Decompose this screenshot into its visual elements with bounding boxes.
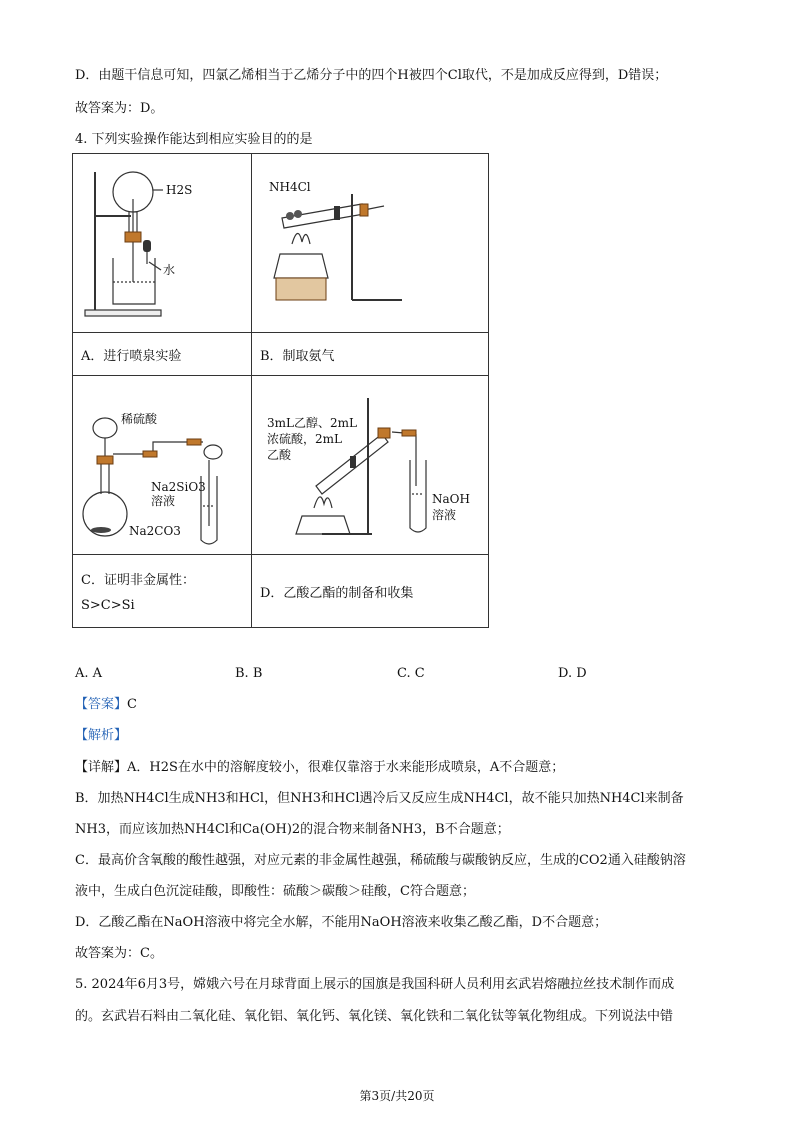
answer-line	[75, 696, 137, 714]
caption-b: B．制取氨气	[252, 333, 489, 376]
detail-c-line-2: 液中，生成白色沉淀硅酸，即酸性：硫酸＞碳酸＞硅酸，C符合题意；	[75, 884, 475, 899]
detail-tag: 【详解】	[75, 760, 128, 775]
label-dilute-sulfuric-acid: 稀硫酸	[121, 412, 158, 426]
caption-a: A．进行喷泉实验	[73, 333, 252, 376]
detail-c-line-1: C．最高价含氧酸的酸性越强，对应元素的非金属性越强，稀硫酸与碳酸钠反应，生成的CO2通入硅酸钠溶	[75, 853, 686, 868]
caption-c	[73, 555, 252, 628]
question-4-stem: 4. 下列实验操作能达到相应实验目的的是	[75, 132, 313, 147]
page-footer: 第3页/共20页	[359, 1089, 435, 1103]
question-4-table	[72, 153, 489, 628]
label-c-solution: 溶液	[151, 494, 176, 508]
detail-a-text: A．H2S在水中的溶解度较小，很难仅靠溶于水来能形成喷泉，A不合题意；	[127, 760, 565, 775]
label-naoh: NaOH	[432, 492, 470, 506]
prev-option-d-line: D．由题干信息可知，四氯乙烯相当于乙烯分子中的四个H被四个Cl取代，不是加成反应得到，D错误；	[75, 68, 668, 83]
label-reagent-line-2: 浓硫酸，2mL	[267, 432, 342, 446]
option-d: D. D	[558, 666, 587, 681]
cell-a-figure	[73, 154, 252, 333]
label-reagent-line-3: 乙酸	[267, 448, 292, 462]
option-b: B. B	[235, 666, 263, 681]
label-d-solution: 溶液	[432, 508, 457, 522]
label-nh4cl: NH4Cl	[269, 180, 311, 194]
detail-b-line-2: NH3，而应该加热NH4Cl和Ca(OH)2的混合物来制备NH3，B不合题意；	[75, 822, 510, 837]
detail-a-line	[75, 759, 564, 777]
answer-value: C	[127, 697, 137, 712]
caption-c-line-1: C．证明非金属性：	[81, 573, 195, 588]
label-h2s: H2S	[166, 183, 193, 197]
analysis-tag: 【解析】	[75, 728, 128, 743]
conclusion-line: 故答案为：C。	[75, 946, 163, 961]
option-a: A. A	[75, 666, 103, 681]
cell-d-figure	[252, 376, 489, 555]
cell-c-figure	[73, 376, 252, 555]
cell-b-figure	[252, 154, 489, 333]
label-reagent-line-1: 3mL乙醇、2mL	[267, 416, 357, 430]
label-water: 水	[163, 263, 176, 277]
detail-d-line: D．乙酸乙酯在NaOH溶液中将完全水解，不能用NaOH溶液来收集乙酸乙酯，D不合题意；	[75, 915, 608, 930]
detail-b-line-1: B．加热NH4Cl生成NH3和HCl，但NH3和HCl遇冷后又反应生成NH4Cl，故不能只加热NH4Cl来制备	[75, 791, 684, 806]
question-5-line-1: 5. 2024年6月3号，嫦娥六号在月球背面上展示的国旗是我国科研人员利用玄武岩熔融拉丝技术制作而成	[75, 977, 675, 992]
prev-answer-line: 故答案为：D。	[75, 101, 164, 116]
option-c: C. C	[397, 666, 425, 681]
caption-d: D．乙酸乙酯的制备和收集	[252, 555, 489, 628]
label-na2co3: Na2CO3	[129, 524, 181, 538]
question-5-line-2: 的。玄武岩石料由二氧化硅、氧化铝、氧化钙、氧化镁、氧化铁和二氧化钛等氧化物组成。下列说法中错	[75, 1009, 674, 1024]
label-na2sio3: Na2SiO3	[151, 480, 206, 494]
ester-apparatus-figure	[252, 376, 488, 554]
caption-c-line-2: S>C>Si	[81, 598, 135, 613]
answer-tag: 【答案】	[75, 697, 128, 712]
fountain-apparatus-figure	[73, 154, 251, 332]
